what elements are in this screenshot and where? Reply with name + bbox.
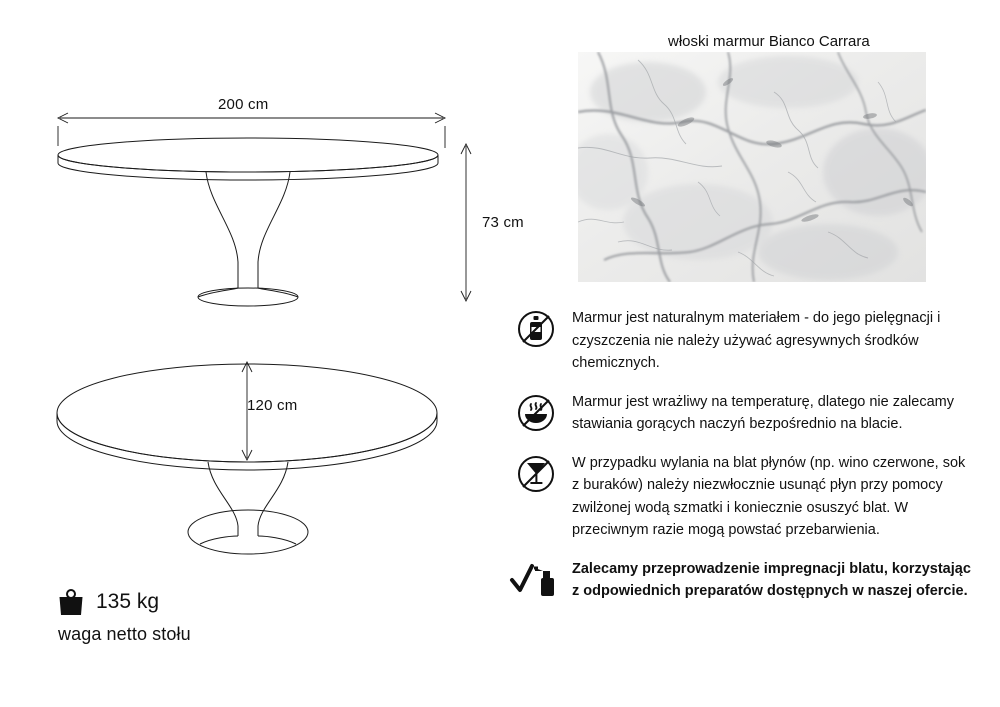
care-instructions-list: [500, 305, 1000, 617]
care-item: [500, 389, 1000, 436]
net-weight-block: [58, 588, 388, 645]
net-weight-value: 135 kg: [96, 590, 160, 613]
weight-icon: [58, 588, 84, 616]
oval-table-perspective-drawing: [0, 340, 500, 600]
table-pedestal-perspective: [188, 462, 308, 554]
depth-dimension-label: 120 cm: [247, 397, 298, 414]
height-dimension-arrow: [461, 144, 471, 301]
care-item: [500, 450, 1000, 542]
care-item: [500, 305, 1000, 375]
table-pedestal-side: [198, 172, 298, 306]
care-item-text: Zalecamy przeprowadzenie impregnacji blatu, korzystając z odpowiednich preparatów dostępnych w naszej ofercie.: [572, 560, 971, 599]
care-item-text: Marmur jest naturalnym materiałem - do jego pielęgnacji i czyszczenia nie należy używać agresywnych środków chemicznych.: [572, 310, 941, 371]
net-weight-caption: waga netto stołu: [58, 624, 191, 644]
marble-texture-swatch: [578, 52, 926, 282]
material-and-care-panel: [500, 0, 1000, 707]
table-top-side: [58, 138, 438, 180]
care-item-text: W przypadku wylania na blat płynów (np. wino czerwone, sok z buraków) należy niezwłocznie usunąć płyn przy pomocy zwilżonej wodą szmatki i koniecznie osuszyć blat. W przeciwnym razie mogą powstać przebarwienia.: [572, 454, 966, 538]
care-item: [500, 556, 1000, 603]
height-dimension-label: 73 cm: [482, 214, 524, 231]
no-spill-glass-icon: [514, 452, 558, 496]
material-title: włoski marmur Bianco Carrara: [668, 33, 870, 50]
no-hot-dish-icon: [514, 391, 558, 435]
width-dimension-label: 200 cm: [218, 96, 269, 113]
oval-table-side-view-drawing: [0, 0, 500, 340]
no-chemicals-icon: [514, 307, 558, 351]
impregnation-spray-icon: [514, 558, 558, 602]
care-item-text: Marmur jest wrażliwy na temperaturę, dlatego nie zalecamy stawiania gorących naczyń bezpośrednio na blacie.: [572, 393, 954, 432]
